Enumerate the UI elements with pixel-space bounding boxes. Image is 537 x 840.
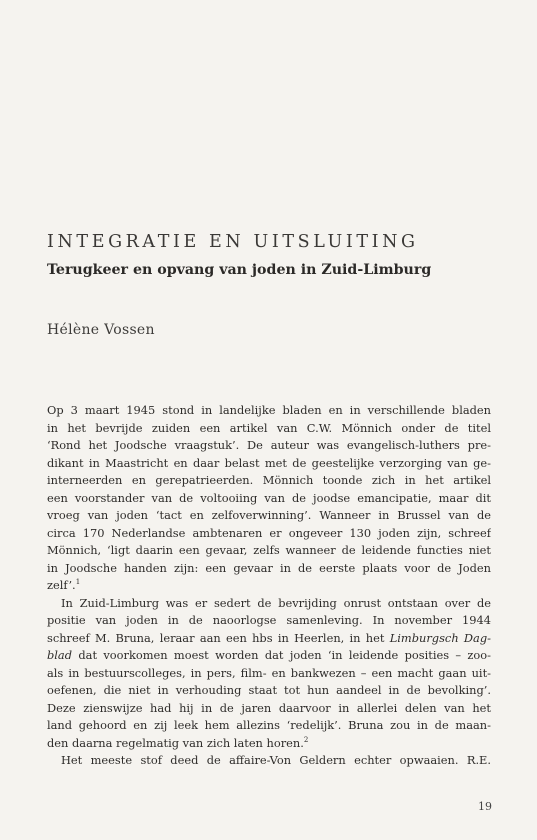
text-line: circa 170 Nederlandse ambtenaren er ongeveer 130 joden zijn, schreef xyxy=(47,525,491,540)
text-line: land gehoord en zij leek hem allezins ‘redelijk’. Bruna zou in de maan- xyxy=(47,718,491,732)
chapter-title: INTEGRATIE EN UITSLUITING xyxy=(47,232,419,252)
text-line: als in bestuurscolleges, in pers, film- en bankwezen – een macht gaan uit- xyxy=(47,665,491,680)
paragraph-2 xyxy=(47,595,491,753)
text-line: Deze zienswijze had hij in de jaren daarvoor in allerlei delen van het xyxy=(47,700,491,715)
text-line xyxy=(47,630,491,648)
text-line: in Joodsche handen zijn: een gevaar in de eerste plaats voor de Joden xyxy=(47,560,491,575)
text-line: Op 3 maart 1945 stond in landelijke bladen en in verschillende bladen xyxy=(47,403,491,417)
text-fragment: den daarna regelmatig van zich laten horen. xyxy=(47,735,304,750)
text-line: ‘Rond het Joodsche vraagstuk’. De auteur was evangelisch-luthers pre- xyxy=(47,438,491,452)
text-line: vroeg van joden ‘tact en zelfoverwinning’. Wanneer in Brussel van de xyxy=(47,508,491,522)
page-number: 19 xyxy=(478,800,492,813)
text-line: een voorstander van de voltooiing van de joodse emancipatie, maar dit xyxy=(47,490,491,505)
text-line xyxy=(47,735,491,753)
text-line: dikant in Maastricht en daar belast met de geestelijke verzorging van ge- xyxy=(47,455,491,470)
text-line xyxy=(47,577,491,595)
paragraph-1 xyxy=(47,402,491,595)
text-line: Mönnich, ‘ligt daarin een gevaar, zelfs wanneer de leidende functies niet xyxy=(47,543,491,557)
footnote-marker: 1 xyxy=(75,578,81,587)
text-line: In Zuid-Limburg was er sedert de bevrijding onrust ontstaan over de xyxy=(61,595,491,610)
text-line xyxy=(47,647,491,665)
newspaper-title: blad xyxy=(47,648,73,662)
text-line: positie van joden in de naoorlogse samenleving. In november 1944 xyxy=(47,613,491,627)
text-line: Het meeste stof deed de affaire-Von Geldern echter opwaaien. R.E. xyxy=(61,753,491,767)
text-line: interneerden en gerepatrieerden. Mönnich toonde zich in het artikel xyxy=(47,473,491,487)
newspaper-title: Limburgsch Dag- xyxy=(389,630,491,645)
text-fragment: zelf’. xyxy=(47,578,76,592)
text-fragment: schreef M. Bruna, leraar aan een hbs in Heerlen, in het xyxy=(47,630,390,645)
paragraph-3 xyxy=(47,752,491,770)
body-text xyxy=(47,402,491,770)
text-line: in het bevrijde zuiden een artikel van C.W. Mönnich onder de titel xyxy=(47,420,491,435)
text-line: oefenen, die niet in verhouding staat tot hun aandeel in de bevolking’. xyxy=(47,683,491,697)
chapter-subtitle: Terugkeer en opvang van joden in Zuid-Limburg xyxy=(47,262,432,278)
footnote-marker: 2 xyxy=(303,735,309,744)
author-name: Hélène Vossen xyxy=(47,322,155,338)
text-fragment: dat voorkomen moest worden dat joden ‘in leidende posities – zoo- xyxy=(72,648,491,662)
